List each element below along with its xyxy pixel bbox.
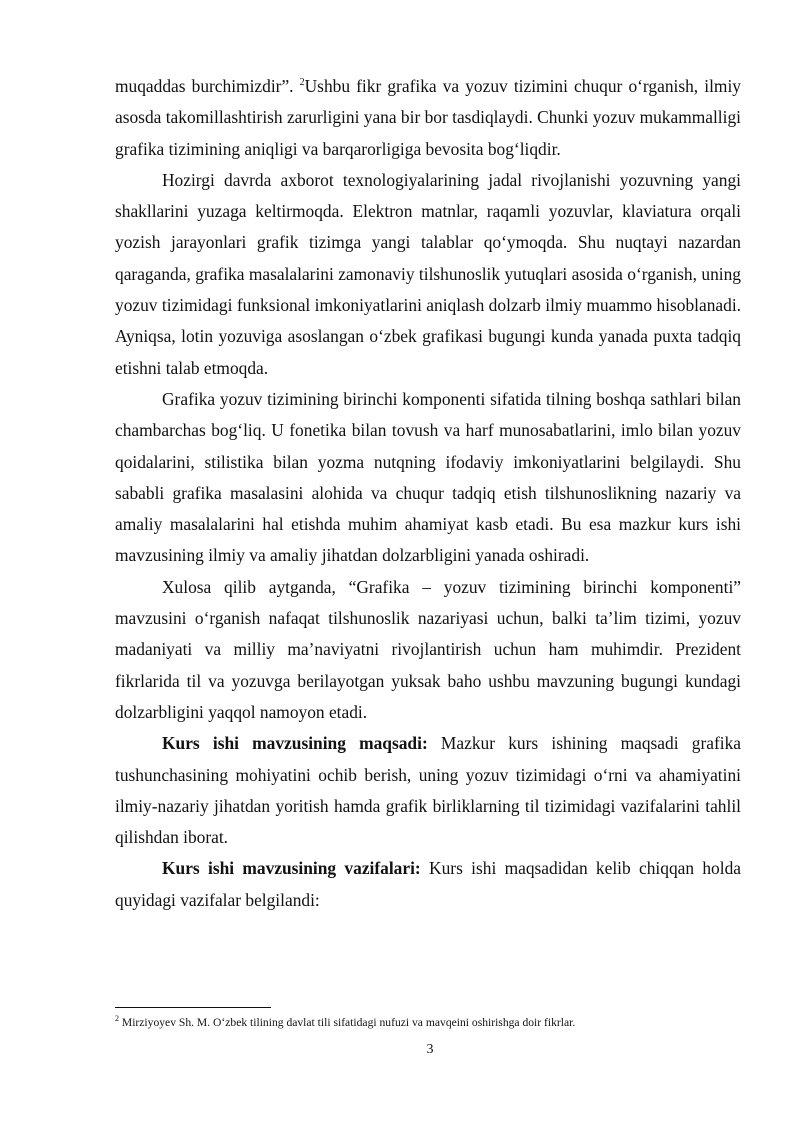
tasks-text: Kurs ishi maqsadidan kelib chiqqan holda quyidagi vazifalar belgilandi:	[115, 858, 741, 910]
paragraph-text: muqaddas burchimizdir”.	[115, 76, 300, 96]
tasks-heading: Kurs ishi mavzusining vazifalari:	[162, 858, 421, 879]
document-body	[115, 71, 741, 916]
footnote-reference[interactable]: 2	[299, 77, 305, 89]
footnote	[115, 1015, 741, 1031]
footnote-separator	[115, 1007, 271, 1008]
footnote-text: Mirziyoyev Sh. M. O‘zbek tilining davlat tili sifatidagi nufuzi va mavqeini oshirishga doir fikrlar.	[119, 1016, 576, 1029]
paragraph-grafika-component: Grafika yozuv tizimining birinchi komponenti sifatida tilning boshqa sathlari bilan chambarchas bog‘liq. U fonetika bilan tovush va harf munosabatlarini, imlo bilan yozuv qoidalarini, stilistika bilan yozma nutqning ifodaviy imkoniyatlarini belgilaydi. Shu sababli grafika masalasini alohida va chuqur tadqiq etish tilshunoslikning nazariy va amaliy masalalarini hal etishda muhim ahamiyat kasb etadi. Bu esa mazkur kurs ishi mavzusining ilmiy va amaliy jihatdan dolzarbligini yanada oshiradi.	[115, 388, 741, 566]
goal-heading: Kurs ishi mavzusining maqsadi:	[162, 733, 428, 754]
paragraph-tasks	[115, 853, 741, 916]
paragraph-modern-technologies: Hozirgi davrda axborot texnologiyalarining jadal rivojlanishi yozuvning yangi shakllarini yuzaga keltirmoqda. Elektron matnlar, raqamli yozuvlar, klaviatura orqali yozish jarayonlari grafik tizimga yangi talablar qo‘ymoqda. Shu nuqtayi nazardan qaraganda, grafika masalalarini zamonaviy tilshunoslik yutuqlari asosida o‘rganish, uning yozuv tizimidagi funksional imkoniyatlarini aniqlash dolzarb ilmiy muammo hisoblanadi. Ayniqsa, lotin yozuviga asoslangan o‘zbek grafikasi bugungi kunda yanada puxta tadqiq etishni talab etmoqda.	[115, 169, 741, 378]
paragraph-continuation	[115, 71, 741, 165]
goal-text: Mazkur kurs ishining maqsadi grafika tushunchasining mohiyatini ochib berish, uning yozuv tizimidagi o‘rni va ahamiyatini ilmiy-nazariy jihatdan yoritish hamda grafik birliklarning til tizimidagi vazifalarini tahlil qilishdan iborat.	[115, 733, 741, 848]
paragraph-text: Ushbu fikr grafika va yozuv tizimini chuqur o‘rganish, ilmiy asosda takomillashtirish zarurligini yana bir bor tasdiqlaydi. Chunki yozuv mukammalligi grafika tizimining aniqligi va barqarorligiga bevosita bog‘liqdir.	[115, 76, 741, 159]
paragraph-goal	[115, 728, 741, 853]
footnote-marker: 2	[115, 1014, 119, 1024]
page-number: 3	[426, 1042, 434, 1057]
paragraph-conclusion: Xulosa qilib aytganda, “Grafika – yozuv tizimining birinchi komponenti” mavzusini o‘rganish nafaqat tilshunoslik nazariyasi uchun, balki ta’lim tizimi, yozuv madaniyati va milliy ma’naviyatni rivojlantirish uchun ham muhimdir. Prezident fikrlarida til va yozuvga berilayotgan yuksak baho ushbu mavzuning bugungi kundagi dolzarbligini yaqqol namoyon etadi.	[115, 576, 741, 722]
